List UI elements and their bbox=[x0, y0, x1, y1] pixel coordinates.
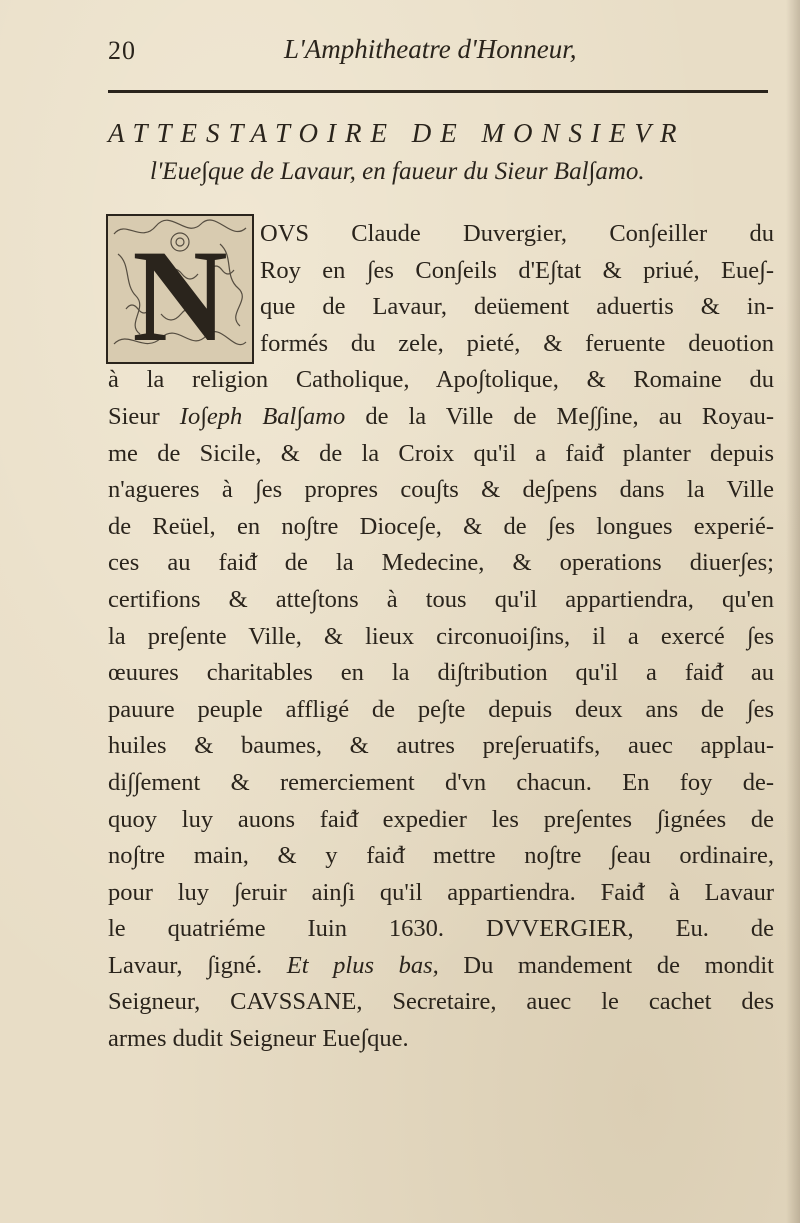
text-line: no∫tre main, & y faiᵭ mettre no∫tre ∫eau ordinaire, bbox=[108, 842, 774, 870]
page-edge-shadow bbox=[786, 0, 800, 1223]
text-line: quoy luy auons faiᵭ expedier les pre∫entes ∫ignées de bbox=[108, 805, 774, 833]
header-rule bbox=[108, 90, 768, 93]
text-segment: de la Ville de Me∫∫ine, au Royau- bbox=[345, 402, 775, 430]
text-segment: Du mandement de mondit bbox=[438, 951, 774, 979]
text-line: pauure peuple affligé de pe∫te depuis deux ans de ∫es bbox=[108, 695, 774, 723]
italic-segment: Io∫eph Bal∫amo bbox=[179, 402, 346, 430]
dropcap-letter: N bbox=[132, 222, 228, 364]
text-line: Seigneur, CAVSSANE, Secretaire, auec le cachet des bbox=[108, 988, 774, 1016]
text-line: n'agueres à ∫es propres cou∫ts & de∫pens dans la Ville bbox=[108, 476, 774, 504]
page-header bbox=[108, 34, 768, 74]
section-heading: ATTESTATOIRE DE MONSIEVR bbox=[108, 118, 686, 148]
text-line: Roy en ∫es Con∫eils d'E∫tat & priué, Eue∫- bbox=[260, 256, 774, 284]
text-line: œuures charitables en la di∫tribution qu'il a faiᵭ au bbox=[108, 659, 774, 687]
text-line: OVS Claude Duvergier, Con∫eiller du bbox=[260, 220, 774, 247]
text-segment: Sieur bbox=[108, 402, 180, 430]
text-line: le quatriéme Iuin 1630. DVVERGIER, Eu. de bbox=[108, 915, 774, 943]
text-line: formés du zele, pieté, & feruente deuotion bbox=[260, 329, 774, 357]
text-line: di∫∫ement & remerciement d'vn chacun. En foy de- bbox=[108, 768, 774, 796]
attestation-body bbox=[108, 216, 774, 1058]
text-line: ces au faiᵭ de la Medecine, & operations diuer∫es; bbox=[108, 549, 774, 577]
text-line: que de Lavaur, deüement aduertis & in- bbox=[260, 293, 774, 321]
text-line: certifions & atte∫tons à tous qu'il appartiendra, qu'en bbox=[108, 585, 774, 613]
text-line: pour luy ∫eruir ain∫i qu'il appartiendra. Faiᵭ à Lavaur bbox=[108, 878, 774, 906]
text-segment: Lavaur, ∫igné. bbox=[108, 951, 287, 979]
text-line: me de Sicile, & de la Croix qu'il a faiᵭ planter depuis bbox=[108, 439, 774, 467]
text-line: de Reüel, en no∫tre Dioce∫e, & de ∫es longues experié- bbox=[108, 512, 774, 540]
text-line: la pre∫ente Ville, & lieux circonuoi∫ins, il a exercé ∫es bbox=[108, 622, 774, 650]
text-line: armes dudit Seigneur Eue∫que. bbox=[108, 1025, 409, 1053]
italic-segment: Et plus bas, bbox=[286, 951, 439, 979]
text-line bbox=[108, 948, 774, 985]
text-line bbox=[108, 399, 774, 436]
text-line: huiles & baumes, & autres pre∫eruatifs, auec applau- bbox=[108, 732, 774, 760]
section-subheading: l'Eue∫que de Lavaur, en faueur du Sieur Bal∫amo. bbox=[150, 158, 645, 185]
page-number: 20 bbox=[108, 36, 136, 65]
running-title: L'Amphitheatre d'Honneur, bbox=[284, 34, 577, 64]
text-line: à la religion Catholique, Apo∫tolique, & Romaine du bbox=[108, 366, 774, 394]
